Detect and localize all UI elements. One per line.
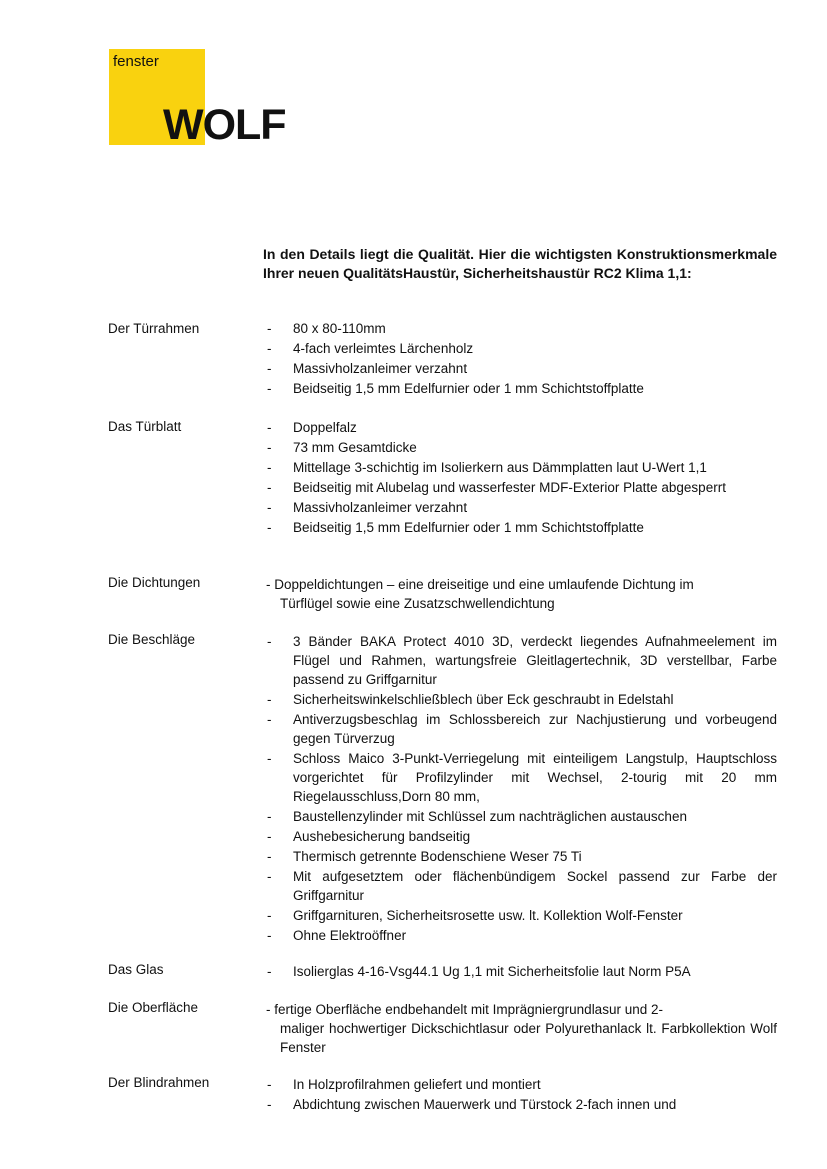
list-item: - Thermisch getrennte Bodenschiene Weser 75 Ti bbox=[267, 849, 582, 864]
list-item: - Schloss Maico 3-Punkt-Verriegelung mit einteiligem Langstulp, Hauptschloss vorgerichtet für Profilzylinder mit Wechsel, 2-tourig mit 20 mm Riegelausschluss,Dorn 80 mm, bbox=[267, 751, 777, 804]
list-item: - 80 x 80-110mm bbox=[267, 321, 386, 336]
section-label-oberflaeche: Die Oberfläche bbox=[108, 1000, 199, 1015]
list-glas bbox=[265, 962, 777, 982]
logo-wolf-text: WOLF bbox=[163, 101, 286, 149]
list-item: - 4-fach verleimtes Lärchenholz bbox=[267, 341, 474, 356]
list-item: - Abdichtung zwischen Mauerwerk und Türstock 2-fach innen und bbox=[267, 1097, 677, 1112]
paragraph-continuation: maliger hochwertiger Dickschichtlasur oder Polyurethanlack lt. Farbkollektion Wolf Fenster bbox=[280, 1021, 777, 1055]
section-label-blindrahmen: Der Blindrahmen bbox=[108, 1075, 210, 1090]
list-item: - Ohne Elektroöffner bbox=[267, 928, 407, 943]
paragraph-dichtungen bbox=[266, 575, 777, 613]
section-label-beschlaege: Die Beschläge bbox=[108, 632, 196, 647]
paragraph-continuation: Türflügel sowie eine Zusatzschwellendichtung bbox=[280, 596, 555, 611]
company-logo bbox=[109, 49, 286, 149]
list-item: - Massivholzanleimer verzahnt bbox=[267, 361, 468, 376]
section-label-tuerblatt: Das Türblatt bbox=[108, 419, 182, 434]
section-label-tuerrahmen: Der Türrahmen bbox=[108, 321, 200, 336]
list-item: - Aushebesicherung bandseitig bbox=[267, 829, 471, 844]
list-tuerblatt bbox=[265, 418, 777, 538]
list-item: - In Holzprofilrahmen geliefert und montiert bbox=[267, 1077, 541, 1092]
list-item: - Mit aufgesetztem oder flächenbündigem Sockel passend zur Farbe der Griffgarnitur bbox=[267, 869, 777, 903]
list-item: - 73 mm Gesamtdicke bbox=[267, 440, 417, 455]
list-item: - Sicherheitswinkelschließblech über Eck geschraubt in Edelstahl bbox=[267, 692, 674, 707]
list-item: - Beidseitig mit Alubelag und wasserfester MDF-Exterior Platte abgesperrt bbox=[267, 480, 726, 495]
list-beschlaege bbox=[265, 632, 777, 946]
section-label-dichtungen: Die Dichtungen bbox=[108, 575, 201, 590]
list-item: - Massivholzanleimer verzahnt bbox=[267, 500, 468, 515]
list-item: - Mittellage 3-schichtig im Isolierkern aus Dämmplatten laut U-Wert 1,1 bbox=[267, 460, 707, 475]
list-item: - Griffgarnituren, Sicherheitsrosette usw. lt. Kollektion Wolf-Fenster bbox=[267, 908, 683, 923]
list-item: - Antiverzugsbeschlag im Schlossbereich zur Nachjustierung und vorbeugend gegen Türverzug bbox=[267, 712, 777, 746]
list-tuerrahmen bbox=[265, 319, 777, 399]
paragraph-oberflaeche bbox=[266, 1000, 777, 1057]
list-item: - Beidseitig 1,5 mm Edelfurnier oder 1 mm Schichtstoffplatte bbox=[267, 381, 644, 396]
intro-heading: In den Details liegt die Qualität. Hier die wichtigsten Konstruktionsmerkmale Ihrer neuen QualitätsHaustür, Sicherheitshaustür RC2 Klima 1,1: bbox=[263, 246, 777, 281]
list-item: - 3 Bänder BAKA Protect 4010 3D, verdeckt liegendes Aufnahmeelement im Flügel und Rahmen, wartungsfreie Gleitlagertechnik, 3D verstellbar, Farbe passend zu Griffgarnitur bbox=[267, 634, 777, 687]
paragraph-first-line: - Doppeldichtungen – eine dreiseitige und eine umlaufende Dichtung im bbox=[266, 577, 694, 592]
paragraph-first-line: - fertige Oberfläche endbehandelt mit Imprägniergrundlasur und 2- bbox=[266, 1002, 663, 1017]
list-item: - Isolierglas 4-16-Vsg44.1 Ug 1,1 mit Sicherheitsfolie laut Norm P5A bbox=[267, 964, 691, 979]
list-item: - Baustellenzylinder mit Schlüssel zum nachträglichen austauschen bbox=[267, 809, 687, 824]
section-label-glas: Das Glas bbox=[108, 962, 164, 977]
logo-fenster-text: fenster bbox=[113, 53, 159, 70]
list-blindrahmen bbox=[265, 1075, 777, 1115]
list-item: - Doppelfalz bbox=[267, 420, 357, 435]
list-item: - Beidseitig 1,5 mm Edelfurnier oder 1 mm Schichtstoffplatte bbox=[267, 520, 644, 535]
